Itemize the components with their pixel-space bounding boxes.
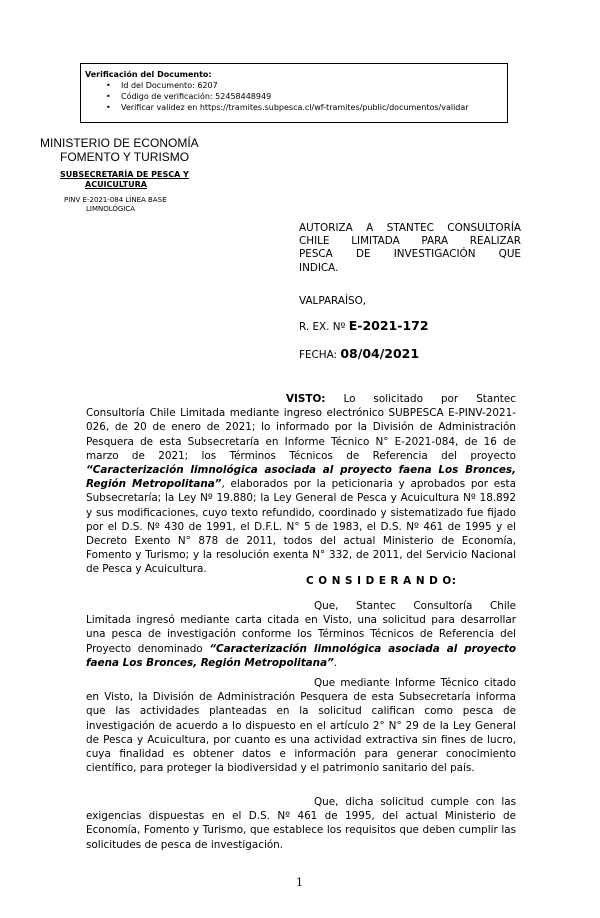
date-label: FECHA:	[299, 349, 338, 361]
visto-paragraph	[86, 392, 516, 577]
reference-line-2: LIMNOLÓGICA	[86, 205, 136, 213]
considerando-paragraph-3: Que, dicha solicitud cumple con las exigencias dispuestas en el D.S. Nº 461 de 1995, del actual Ministerio de Economía, Fomento y Turismo, que establece los requisitos que deben cumplir las solicitudes de pesca de investigación.	[86, 796, 516, 851]
place: VALPARAÍSO,	[299, 295, 367, 307]
ministry-line-1: MINISTERIO DE ECONOMÍA	[40, 136, 199, 150]
heading-line-3: PESCA DE INVESTIGACIÓN QUE	[299, 248, 521, 261]
resolution-heading	[299, 222, 521, 275]
heading-line-2: CHILE LIMITADA PARA REALIZAR	[299, 235, 521, 248]
ministry-line-2: FOMENTO Y TURISMO	[60, 150, 190, 164]
date-value: 08/04/2021	[340, 346, 420, 361]
considerando-1-text: Que, Stantec Consultoría Chile Limitada ingresó mediante carta citada en Visto, una solicitud para desarrollar una pesca de investigación conforme los Términos Técnicos de Referencia del Proyecto denominado	[86, 600, 516, 655]
subsecretaria-name	[60, 170, 230, 190]
visto-text-1: Lo solicitado por Stantec Consultoría Chile Limitada mediante ingreso electrónico SUBPESCA E-PINV-2021-026, de 20 de enero de 2021; lo informado por la División de Administración Pesquera de esta Subsecretaría en Informe Técnico N° E-2021-084, de 16 de marzo de 2021; los Términos Técnicos de Referencia del proyecto	[86, 393, 516, 462]
visto-label: VISTO:	[286, 393, 326, 405]
considerando-1-end: .	[333, 656, 338, 669]
verification-url[interactable]: • Verificar validez en https://tramites.subpesca.cl/wf-tramites/public/documentos/validar	[85, 102, 507, 113]
heading-line-1: AUTORIZA A STANTEC CONSULTORÍA	[299, 222, 521, 234]
subsecretaria-line-2: ACUICULTURA	[85, 180, 147, 189]
verification-code: • Código de verificación: 52458448949	[85, 91, 507, 102]
reference-code	[64, 196, 234, 214]
visto-project-name: “Caracterización limnológica asociada al proyecto faena Los Bronces, Región Metropolitana”	[86, 464, 516, 491]
ministry-name	[40, 136, 230, 164]
resolution-number: E-2021-172	[348, 318, 429, 333]
verification-box	[80, 63, 508, 123]
subsecretaria-line-1: SUBSECRETARÍA DE PESCA Y	[60, 170, 189, 179]
date-line	[299, 347, 419, 362]
verification-id: • Id del Documento: 6207	[85, 80, 507, 91]
heading-line-4: INDICA.	[299, 261, 339, 274]
resolution-number-line	[299, 319, 429, 334]
considerando-title: C O N S I D E R A N D O:	[306, 575, 457, 587]
resolution-label: R. EX. Nº	[299, 321, 346, 333]
considerando-paragraph-2: Que mediante Informe Técnico citado en Visto, la División de Administración Pesquera de esta Subsecretaría informa que las actividades planteadas en la solicitud califican como pesca de investigación de acuerdo a lo dispuesto en el artículo 2° N° 29 de la Ley General de Pesca y Acuicultura, por cuanto es una actividad extractiva sin fines de lucro, cuya finalidad es obtener datos e información para generar conocimiento científico, para proteger la biodiversidad y el patrimonio sanitario del país.	[86, 677, 516, 775]
verification-title: Verificación del Documento:	[85, 70, 212, 79]
reference-line-1: PINV E-2021-084 LÍNEA BASE	[64, 196, 167, 204]
verification-list	[85, 80, 507, 113]
considerando-1-project-name: “Caracterización limnológica asociada al proyecto faena Los Bronces, Región Metropolitana”	[86, 642, 517, 669]
page-number: 1	[296, 876, 303, 889]
considerando-paragraph-1	[86, 599, 516, 670]
visto-text-2: , elaborados por la peticionaria y aprobados por esta Subsecretaría; la Ley Nº 19.880; la Ley General de Pesca y Acuicultura Nº 18.892 y sus modificaciones, cuyo texto refundido, coordinado y sistematizado fue fijado por el D.S. Nº 430 de 1991, el D.F.L. N° 5 de 1983, el D.S. Nº 461 de 1995 y el Decreto Exento N° 878 de 2011, todos del actual Ministerio de Economía, Fomento y Turismo; y la resolución exenta N° 332, de 2011, del Servicio Nacional de Pesca y Acuicultura.	[86, 478, 516, 576]
